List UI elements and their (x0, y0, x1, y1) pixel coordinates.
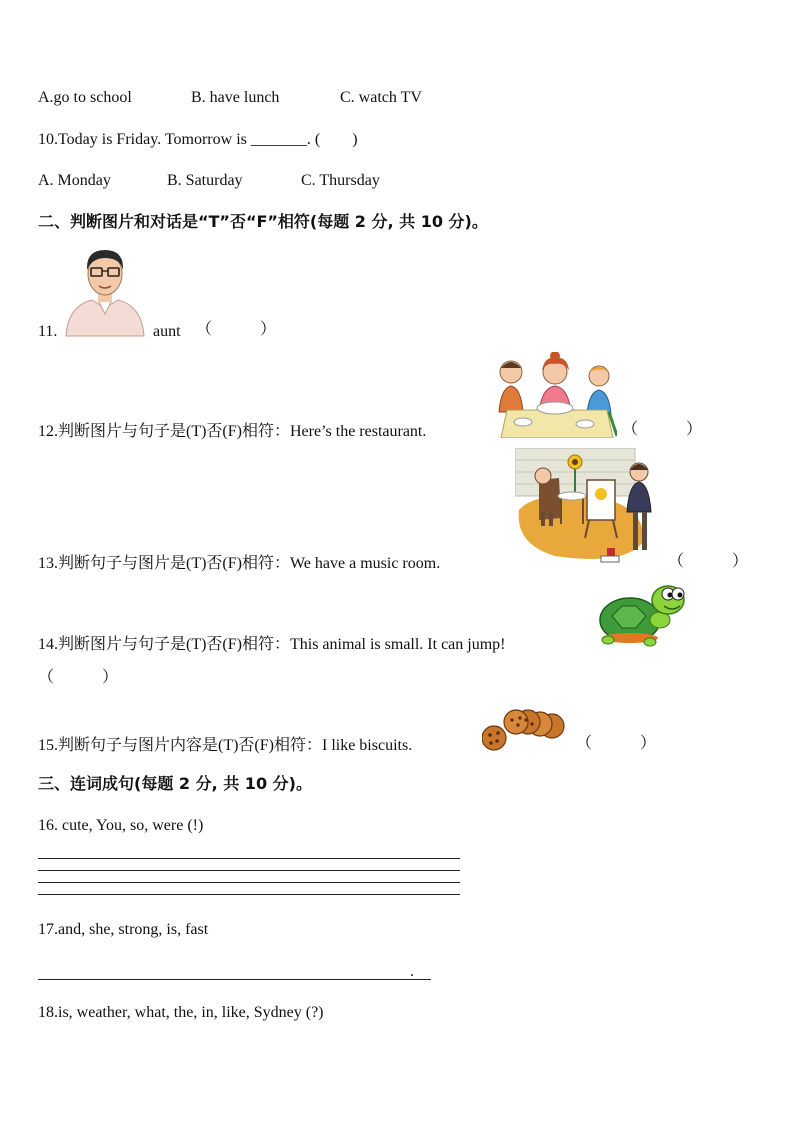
q10-option-c: C. Thursday (301, 172, 380, 189)
q17-end-mark: . (410, 963, 414, 980)
q10-stem: 10.Today is Friday. Tomorrow is _______. ( ) (38, 131, 358, 148)
q13-answer-bracket[interactable]: （ ） (668, 553, 749, 570)
biscuits-picture (482, 708, 568, 752)
q14-answer-bracket[interactable]: （ ） (38, 669, 119, 686)
q16-answer-line-2[interactable] (38, 870, 460, 871)
q9-option-c: C. watch TV (340, 89, 422, 106)
section2-title: 二、判断图片和对话是“T”否“F”相符(每题 2 分, 共 10 分)。 (38, 212, 488, 231)
q17-text: 17.and, she, strong, is, fast (38, 921, 209, 938)
q12-text: 12.判断图片与句子是(T)否(F)相符：Here’s the restaurant. (38, 423, 427, 440)
q14-text: 14.判断图片与句子是(T)否(F)相符：This animal is small. It can jump! (38, 636, 506, 653)
q15-answer-bracket[interactable]: （ ） (576, 735, 657, 752)
q17-answer-line[interactable] (38, 979, 431, 980)
q10-option-b: B. Saturday (167, 172, 243, 189)
q9-option-b: B. have lunch (191, 89, 280, 106)
turtle-picture (598, 580, 688, 648)
q11-number: 11. (38, 323, 58, 340)
section3-title: 三、连词成句(每题 2 分, 共 10 分)。 (38, 774, 312, 793)
q16-text: 16. cute, You, so, were (!) (38, 817, 204, 834)
family-dinner-picture (497, 352, 617, 438)
q11-word: aunt (153, 323, 181, 340)
q9-option-a: A.go to school (38, 89, 132, 106)
q15-text: 15.判断句子与图片内容是(T)否(F)相符：I like biscuits. (38, 737, 413, 754)
q11-answer-bracket[interactable]: （ ） (196, 321, 277, 338)
man-picture (60, 242, 150, 338)
q16-answer-line-3[interactable] (38, 882, 460, 883)
q16-answer-line-1[interactable] (38, 858, 460, 859)
art-room-picture (515, 448, 655, 570)
q12-answer-bracket[interactable]: （ ） (622, 421, 703, 438)
q18-text: 18.is, weather, what, the, in, like, Sydney (?) (38, 1004, 324, 1021)
q13-text: 13.判断句子与图片是(T)否(F)相符：We have a music room. (38, 555, 441, 572)
q10-option-a: A. Monday (38, 172, 111, 189)
q16-answer-line-4[interactable] (38, 894, 460, 895)
